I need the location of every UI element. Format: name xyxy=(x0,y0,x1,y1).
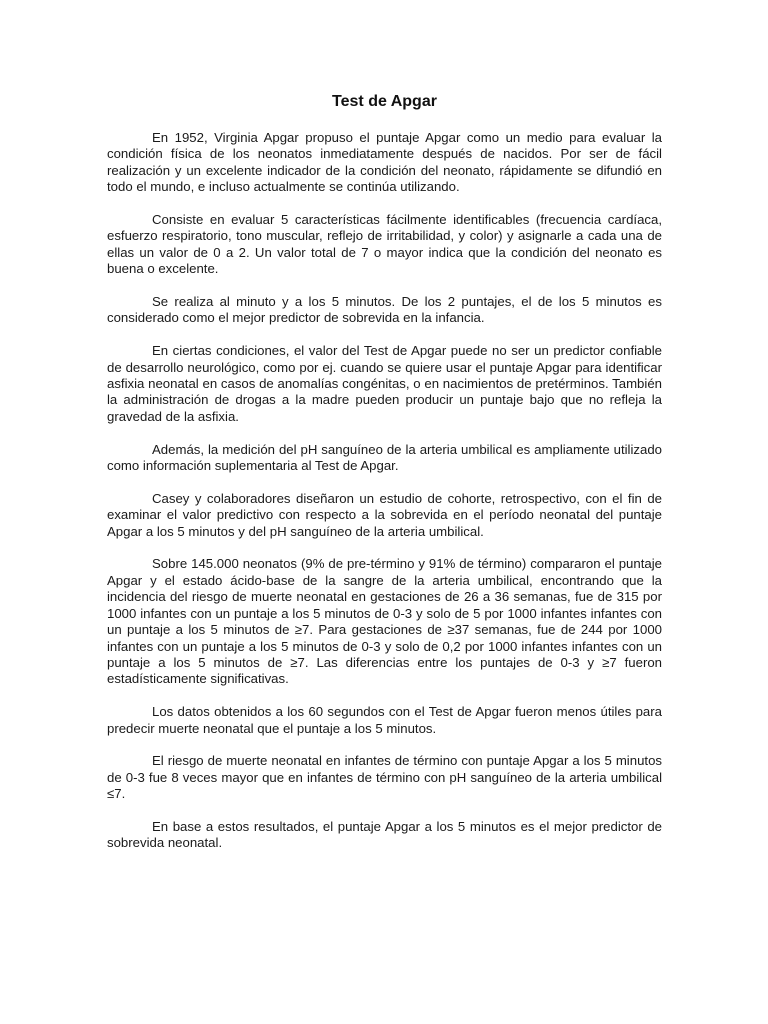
paragraph-3: Se realiza al minuto y a los 5 minutos. De los 2 puntajes, el de los 5 minutos es considerado como el mejor predictor de sobrevida en la infancia. xyxy=(107,294,662,326)
paragraph-2: Consiste en evaluar 5 características fácilmente identificables (frecuencia cardíaca, esfuerzo respiratorio, tono muscular, reflejo de irritabilidad, y color) y asignarle a cada una de ellas un valor de 0 a 2. Un valor total de 7 o mayor indica que la condición del neonato es buena o excelente. xyxy=(107,212,662,277)
paragraph-5: Además, la medición del pH sanguíneo de la arteria umbilical es ampliamente utilizado como información suplementaria al Test de Apgar. xyxy=(107,441,662,474)
paragraph-6: Casey y colaboradores diseñaron un estudio de cohorte, retrospectivo, con el fin de examinar el valor predictivo con respecto a la sobrevida en el período neonatal del puntaje Apgar a los 5 minutos y del pH sanguíneo de la arteria umbilical. xyxy=(107,490,662,539)
paragraph-9: El riesgo de muerte neonatal en infantes de término con puntaje Apgar a los 5 minutos de 0-3 fue 8 veces mayor que en infantes de término con pH sanguíneo de la arteria umbilical ≤7. xyxy=(107,753,662,802)
document-page xyxy=(107,92,662,868)
document-title: Test de Apgar xyxy=(332,93,437,110)
paragraph-8: Los datos obtenidos a los 60 segundos con el Test de Apgar fueron menos útiles para predecir muerte neonatal que el puntaje a los 5 minutos. xyxy=(107,704,662,736)
paragraph-10: En base a estos resultados, el puntaje Apgar a los 5 minutos es el mejor predictor de sobrevida neonatal. xyxy=(107,818,662,851)
paragraph-1: En 1952, Virginia Apgar propuso el puntaje Apgar como un medio para evaluar la condición física de los neonatos inmediatamente después de nacidos. Por ser de fácil realización y un excelente indicador de la condición del neonato, rápidamente se difundió en todo el mundo, e incluso actualmente se continúa utilizando. xyxy=(107,130,662,195)
paragraph-7: Sobre 145.000 neonatos (9% de pre-término y 91% de término) compararon el puntaje Apgar y el estado ácido-base de la sangre de la arteria umbilical, encontrando que la incidencia del riesgo de muerte neonatal en gestaciones de 26 a 36 semanas, fue de 315 por 1000 infantes con un puntaje a los 5 minutos de 0-3 y solo de 5 por 1000 infantes infantes con un puntaje a los 5 minutos de ≥7. Para gestaciones de ≥37 semanas, fue de 244 por 1000 infantes con un puntaje a los 5 minutos de 0-3 y solo de 0,2 por 1000 infantes infantes con un puntaje a los 5 minutos de ≥7. Las diferencias entre los puntajes de 0-3 y ≥7 fueron estadísticamente significativas. xyxy=(107,556,662,687)
paragraph-4: En ciertas condiciones, el valor del Test de Apgar puede no ser un predictor confiable de desarrollo neurológico, como por ej. cuando se quiere usar el puntaje Apgar para identificar asfixia neonatal en casos de anomalías congénitas, o en nacimientos de pretérminos. También la administración de drogas a la madre pueden producir un puntaje bajo que no refleja la gravedad de la asfixia. xyxy=(107,343,662,424)
